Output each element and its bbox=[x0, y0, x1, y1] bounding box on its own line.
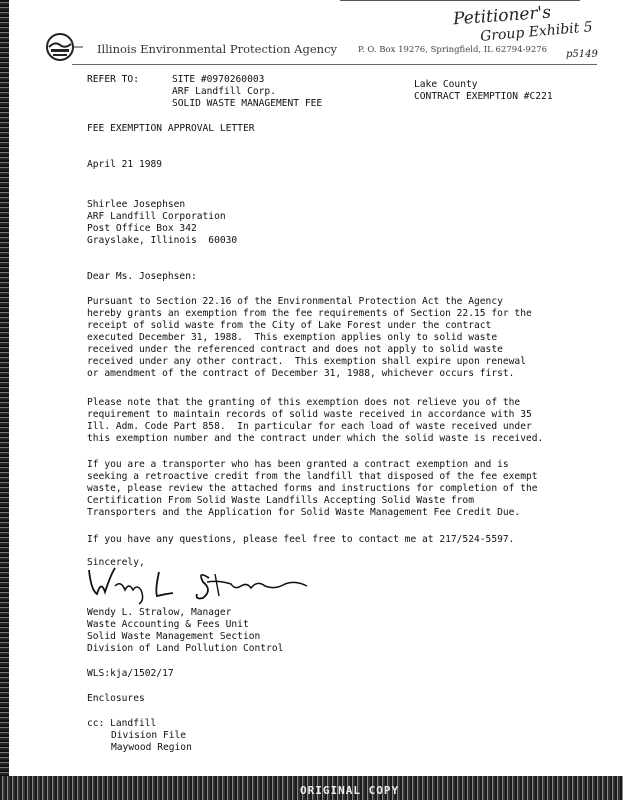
cc-item: Division File bbox=[111, 730, 187, 741]
cc-item: Maywood Region bbox=[111, 742, 192, 753]
exemption-number: CONTRACT EXEMPTION #C221 bbox=[414, 91, 553, 102]
letter-subject: FEE EXEMPTION APPROVAL LETTER bbox=[87, 123, 255, 134]
body-line: If you are a transporter who has been granted a contract exemption and is bbox=[87, 459, 509, 470]
letter-date: April 21 1989 bbox=[87, 159, 163, 170]
site-name: ARF Landfill Corp. bbox=[172, 86, 276, 97]
typist-initials: WLS:kja/1502/17 bbox=[87, 668, 174, 679]
paragraph-contact: If you have any questions, please feel free to contact me at 217/524-5597. bbox=[87, 534, 515, 545]
body-line: Transporters and the Application for Solid Waste Management Fee Credit Due. bbox=[87, 507, 521, 518]
body-line: executed December 31, 1988. This exemption applies only to solid waste bbox=[87, 332, 498, 343]
body-line: this exemption number and the contract under which the solid waste is received. bbox=[87, 433, 544, 444]
county: Lake County bbox=[414, 79, 478, 90]
refer-to-label: REFER TO: bbox=[87, 74, 139, 85]
body-line: or amendment of the contract of December 31, 1988, whichever occurs first. bbox=[87, 368, 515, 379]
footer-stamp: ORIGINAL COPY bbox=[300, 784, 400, 797]
recipient-city: Grayslake, Illinois 60030 bbox=[87, 235, 238, 246]
body-line: received under any other contract. This exemption shall expire upon renewal bbox=[87, 356, 526, 367]
enclosures: Enclosures bbox=[87, 693, 145, 704]
body-line: Certification From Solid Waste Landfills Accepting Solid Waste from bbox=[87, 495, 474, 506]
handwritten-page-ref: p5149 bbox=[566, 49, 598, 60]
cc-label: cc: Landfill bbox=[87, 718, 157, 729]
signer-unit: Waste Accounting & Fees Unit bbox=[87, 619, 249, 630]
handwritten-exhibit-number: Group Exhibit 5 bbox=[479, 19, 594, 45]
agency-name: Illinois Environmental Protection Agency bbox=[97, 42, 337, 56]
site-id: SITE #0970260003 bbox=[172, 74, 265, 85]
handwritten-exhibit-label: Petitioner's bbox=[452, 2, 552, 30]
recipient-company: ARF Landfill Corporation bbox=[87, 211, 226, 222]
signer-name: Wendy L. Stralow, Manager bbox=[87, 607, 232, 618]
scan-edge-left bbox=[0, 0, 9, 800]
iepa-logo-icon bbox=[45, 32, 83, 62]
fee-type: SOLID WASTE MANAGEMENT FEE bbox=[172, 98, 323, 109]
agency-address: P. O. Box 19276, Springfield, IL 62794-9276 bbox=[358, 45, 548, 55]
body-line: seeking a retroactive credit from the landfill that disposed of the fee exempt bbox=[87, 471, 538, 482]
body-line: requirement to maintain records of solid waste received in accordance with 35 bbox=[87, 409, 532, 420]
recipient-name: Shirlee Josephsen bbox=[87, 199, 186, 210]
scan-edge-bottom bbox=[0, 776, 623, 800]
body-line: Pursuant to Section 22.16 of the Environmental Protection Act the Agency bbox=[87, 296, 503, 307]
signer-section: Solid Waste Management Section bbox=[87, 631, 261, 642]
body-line: hereby grants an exemption from the fee requirements of Section 22.15 for the bbox=[87, 308, 532, 319]
closing: Sincerely, bbox=[87, 557, 145, 568]
signer-division: Division of Land Pollution Control bbox=[87, 643, 284, 654]
recipient-po-box: Post Office Box 342 bbox=[87, 223, 197, 234]
salutation: Dear Ms. Josephsen: bbox=[87, 271, 197, 282]
body-line: received under the referenced contract and does not apply to solid waste bbox=[87, 344, 503, 355]
handwritten-signature bbox=[85, 557, 325, 608]
body-line: receipt of solid waste from the City of Lake Forest under the contract bbox=[87, 320, 492, 331]
body-line: waste, please review the attached forms and instructions for completion of the bbox=[87, 483, 538, 494]
body-line: Please note that the granting of this exemption does not relieve you of the bbox=[87, 397, 521, 408]
body-line: Ill. Adm. Code Part 858. In particular for each load of waste received under bbox=[87, 421, 532, 432]
letterhead-divider bbox=[72, 64, 597, 65]
